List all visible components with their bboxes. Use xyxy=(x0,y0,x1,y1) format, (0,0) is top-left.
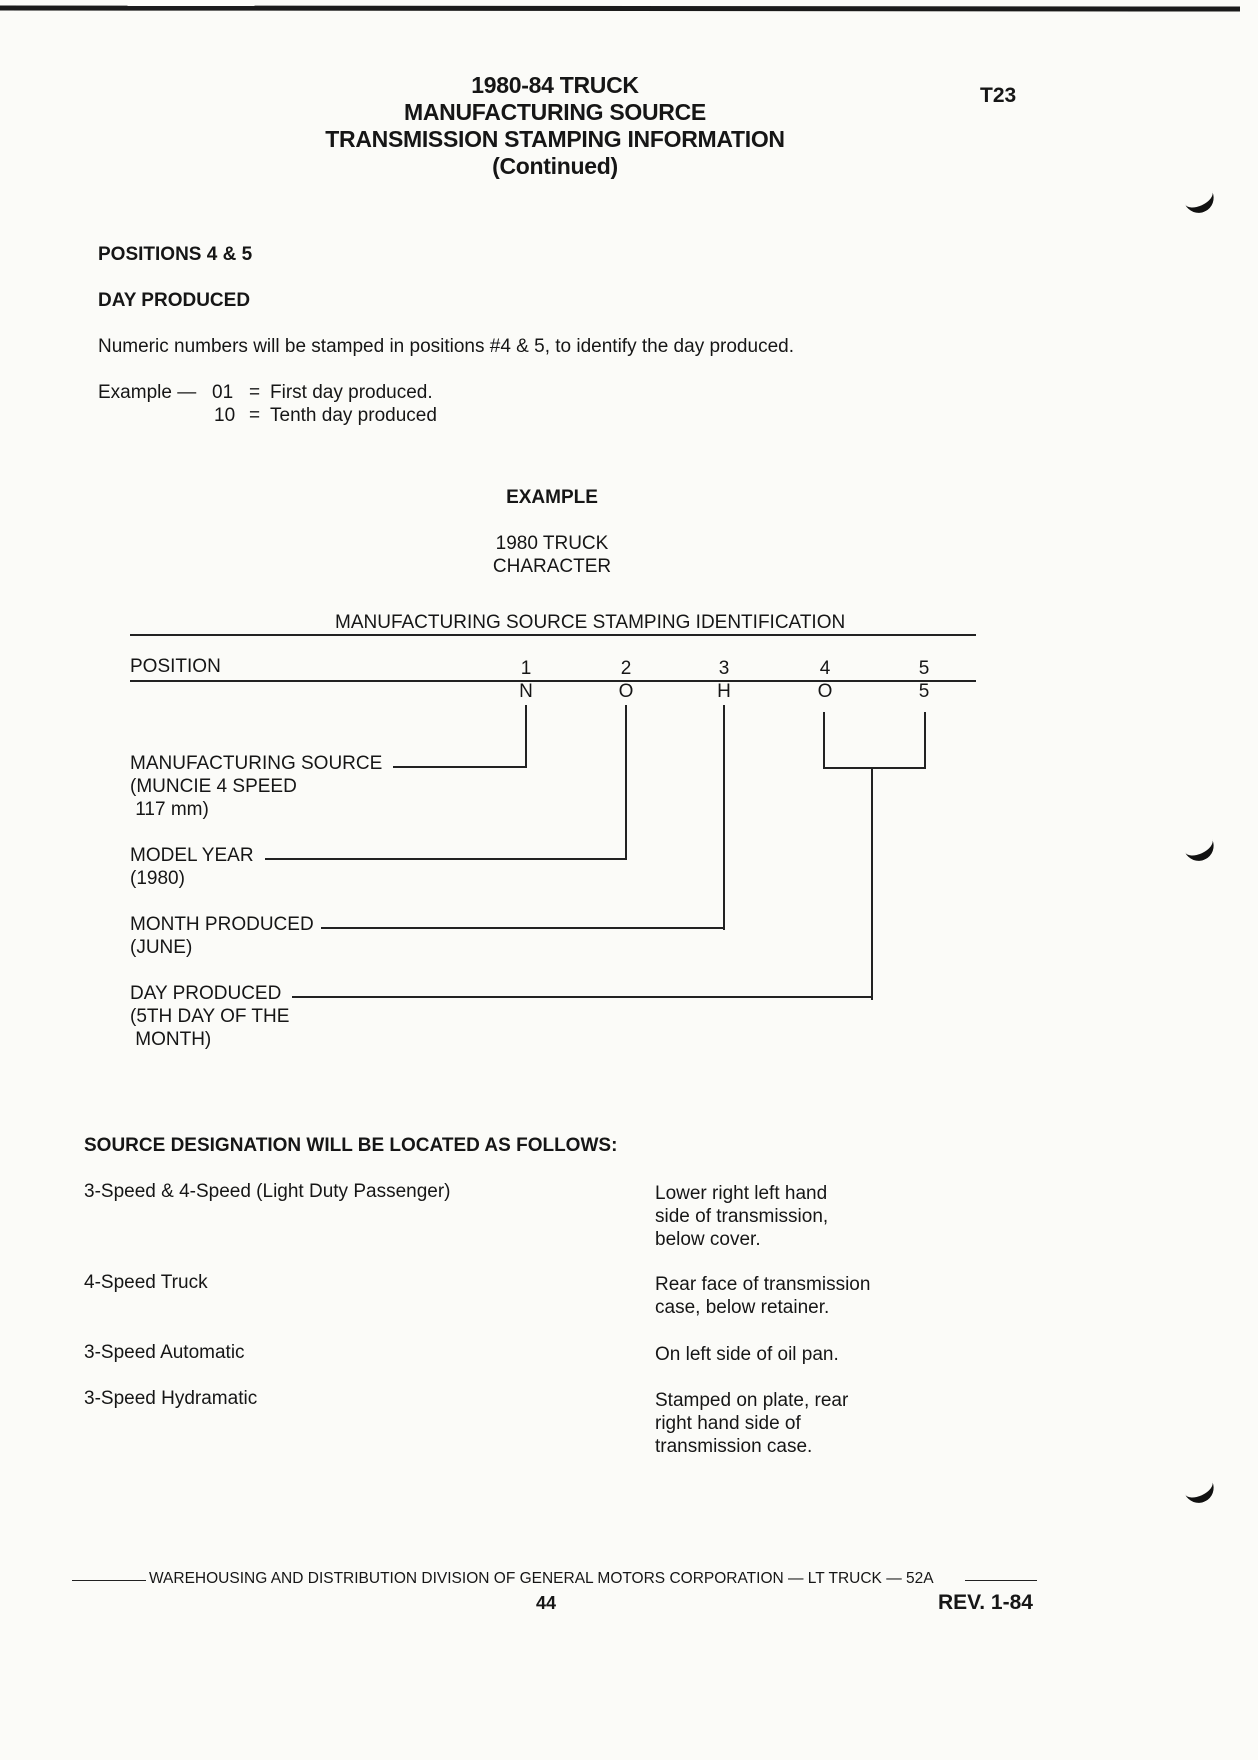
title-line-1: 1980-84 TRUCK xyxy=(471,72,639,98)
top-edge-bar xyxy=(0,5,1240,11)
table-top-rule xyxy=(130,634,976,636)
position-label: POSITION xyxy=(130,656,221,677)
label-day-produced: DAY PRODUCED xyxy=(130,983,282,1004)
example-heading: EXAMPLE xyxy=(506,487,598,508)
label-month-produced-detail: (JUNE) xyxy=(130,937,193,958)
title-line-2: MANUFACTURING SOURCE xyxy=(404,99,706,125)
binder-hole-icon xyxy=(1177,175,1218,218)
example-label: Example — xyxy=(98,382,197,403)
page-code: T23 xyxy=(980,84,1017,107)
stamp-character: H xyxy=(717,681,731,702)
position-number: 2 xyxy=(620,658,632,679)
source-row-location: transmission case. xyxy=(655,1436,813,1457)
stamp-character: O xyxy=(817,681,833,702)
label-manufacturing-source: MANUFACTURING SOURCE xyxy=(130,753,383,774)
positions-heading: POSITIONS 4 & 5 xyxy=(98,244,253,265)
bracket-right-pos5 xyxy=(924,712,926,769)
stamp-character: O xyxy=(618,681,634,702)
source-row-type: 4-Speed Truck xyxy=(84,1272,208,1293)
table-position-rule xyxy=(130,680,976,682)
source-row-location: below cover. xyxy=(655,1229,761,1250)
page-number: 44 xyxy=(536,1593,557,1613)
stamp-character: N xyxy=(519,681,533,702)
day-produced-heading: DAY PRODUCED xyxy=(98,290,251,311)
label-day-produced-detail: (5TH DAY OF THE xyxy=(130,1006,290,1027)
bracket-bottom xyxy=(823,767,926,769)
source-designation-heading: SOURCE DESIGNATION WILL BE LOCATED AS FOLLOWS: xyxy=(84,1135,618,1156)
leader-horizontal-pos2 xyxy=(265,858,627,860)
source-row-location: Stamped on plate, rear xyxy=(655,1390,849,1411)
footer-division: WAREHOUSING AND DISTRIBUTION DIVISION OF GENERAL MOTORS CORPORATION — LT TRUCK — 52A xyxy=(149,1570,934,1587)
leader-horizontal-pos1 xyxy=(393,766,527,768)
source-row-location: case, below retainer. xyxy=(655,1297,830,1318)
binder-hole-icon xyxy=(1177,1465,1218,1508)
leader-horizontal-day xyxy=(292,996,873,998)
label-model-year-detail: (1980) xyxy=(130,868,185,889)
example-line-2: CHARACTER xyxy=(492,556,612,577)
example-equals: = xyxy=(249,405,261,426)
example-code: 10 xyxy=(214,405,236,426)
source-row-type: 3-Speed & 4-Speed (Light Duty Passenger) xyxy=(84,1181,451,1202)
page-title xyxy=(0,72,1110,180)
footer-rule-right xyxy=(965,1580,1037,1581)
position-number: 3 xyxy=(718,658,730,679)
example-code: 01 xyxy=(212,382,234,403)
title-line-4: (Continued) xyxy=(492,153,618,179)
stamp-character: 5 xyxy=(918,681,930,702)
description-text: Numeric numbers will be stamped in positions #4 & 5, to identify the day produced. xyxy=(98,336,794,357)
source-row-location: Rear face of transmission xyxy=(655,1274,871,1295)
source-row-location: right hand side of xyxy=(655,1413,801,1434)
example-meaning: Tenth day produced xyxy=(270,405,437,426)
leader-vertical-pos3 xyxy=(723,705,725,930)
example-meaning: First day produced. xyxy=(270,382,433,403)
label-day-produced-detail: MONTH) xyxy=(130,1029,212,1050)
position-number: 4 xyxy=(819,658,831,679)
leader-vertical-pos2 xyxy=(625,705,627,860)
source-row-type: 3-Speed Hydramatic xyxy=(84,1388,258,1409)
source-row-location: side of transmission, xyxy=(655,1206,829,1227)
leader-horizontal-pos3 xyxy=(321,927,725,929)
bracket-left-pos4 xyxy=(823,712,825,769)
source-row-location: Lower right left hand xyxy=(655,1183,828,1204)
leader-vertical-day xyxy=(871,767,873,1000)
label-manufacturing-source-detail: 117 mm) xyxy=(130,799,209,820)
revision: REV. 1-84 xyxy=(938,1591,1033,1614)
example-line-1: 1980 TRUCK xyxy=(495,533,609,554)
position-number: 5 xyxy=(918,658,930,679)
example-equals: = xyxy=(249,382,261,403)
label-manufacturing-source-detail: (MUNCIE 4 SPEED xyxy=(130,776,297,797)
leader-vertical-pos1 xyxy=(525,705,527,767)
footer-rule-left xyxy=(72,1580,146,1581)
binder-hole-icon xyxy=(1177,823,1218,866)
title-line-3: TRANSMISSION STAMPING INFORMATION xyxy=(325,126,785,152)
source-row-type: 3-Speed Automatic xyxy=(84,1342,245,1363)
source-row-location: On left side of oil pan. xyxy=(655,1344,839,1365)
label-month-produced: MONTH PRODUCED xyxy=(130,914,314,935)
table-title: MANUFACTURING SOURCE STAMPING IDENTIFICATION xyxy=(335,612,846,633)
position-number: 1 xyxy=(520,658,532,679)
label-model-year: MODEL YEAR xyxy=(130,845,254,866)
